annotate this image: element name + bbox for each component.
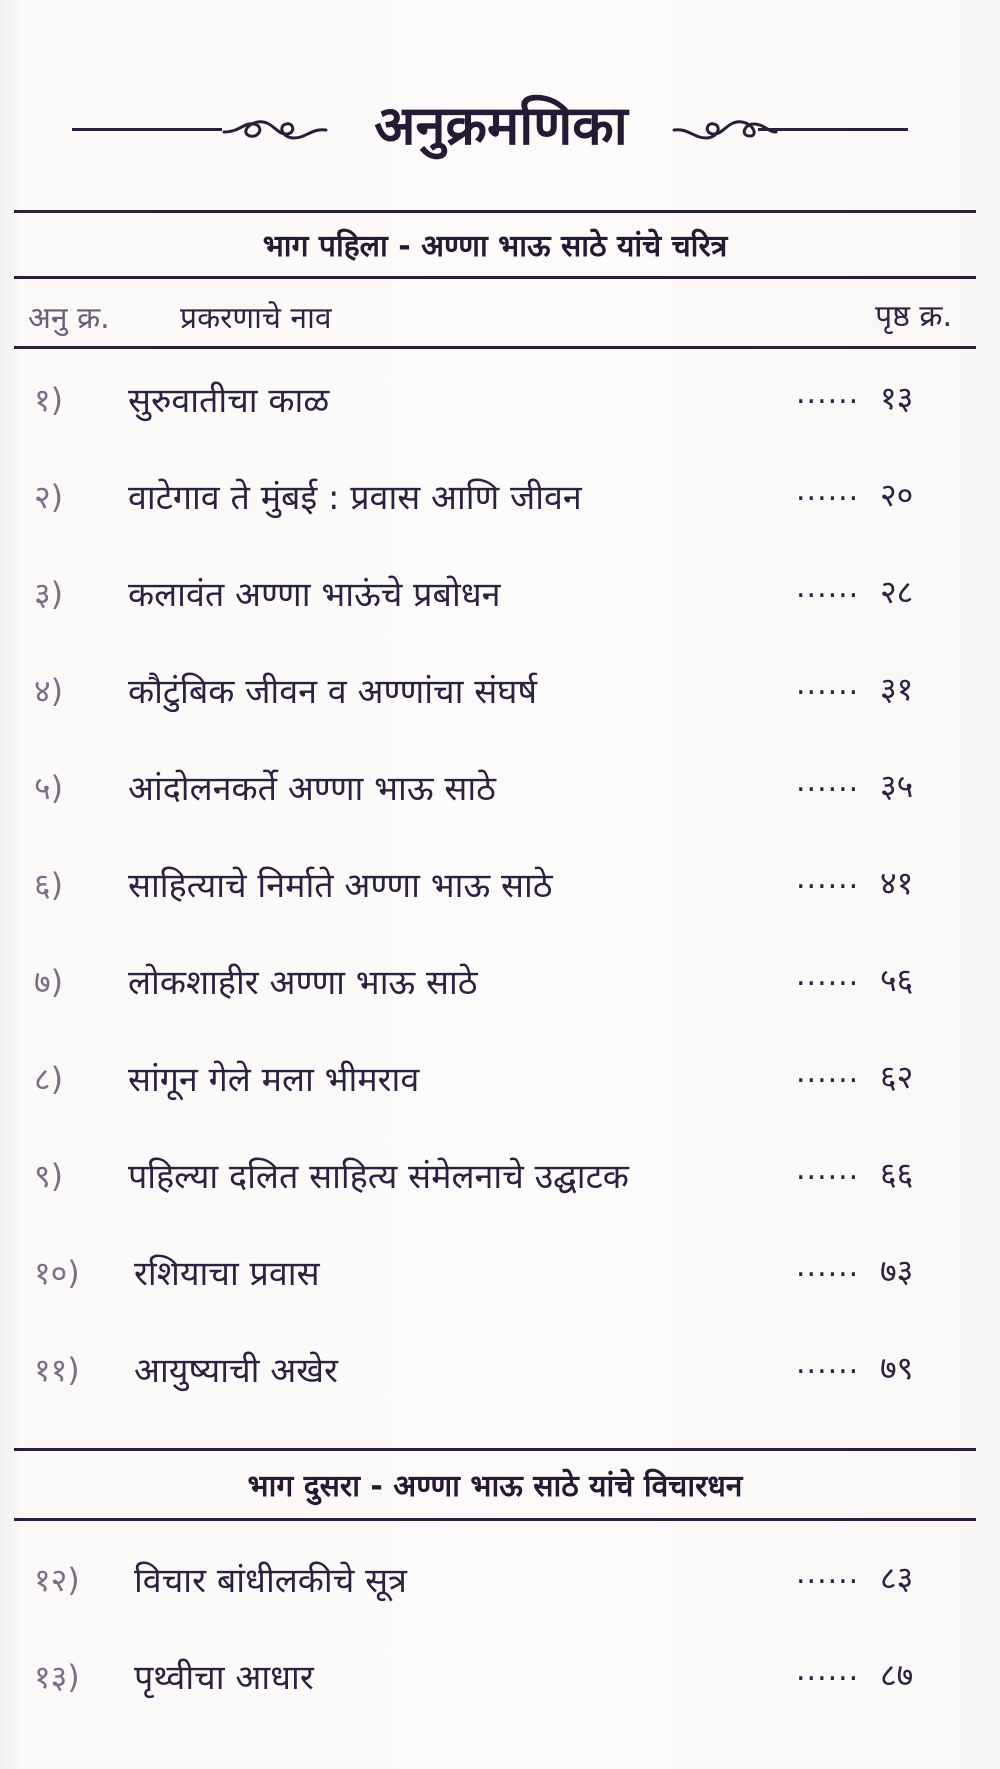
entry-title: रशियाचा प्रवास [134, 1254, 320, 1294]
entry-page: ५६ [880, 961, 914, 999]
entry-title: आंदोलनकर्ते अण्णा भाऊ साठे [128, 769, 496, 809]
divider [14, 1448, 976, 1451]
entry-page: ८७ [880, 1656, 914, 1694]
leader-dots: ...... [796, 473, 860, 508]
entry-number: ७) [34, 963, 64, 1001]
toc-entry [0, 562, 1000, 622]
toc-entry [0, 1144, 1000, 1204]
divider [14, 1518, 976, 1521]
entry-title: वाटेगाव ते मुंबई : प्रवास आणि जीवन [128, 478, 582, 518]
entry-number: ९) [34, 1157, 64, 1195]
entry-page: २० [880, 476, 914, 514]
divider [14, 276, 976, 279]
entry-title: सांगून गेले मला भीमराव [128, 1060, 420, 1100]
toc-entry [0, 465, 1000, 525]
entry-number: ३) [34, 575, 64, 613]
part2-heading: भाग दुसरा - अण्णा भाऊ साठे यांचे विचारधन [247, 1469, 743, 1504]
divider [14, 210, 976, 213]
leader-dots: ...... [796, 1346, 860, 1381]
part2-band [14, 1448, 976, 1522]
part1-band [14, 210, 976, 280]
entry-number: १३) [34, 1658, 80, 1696]
column-header [14, 284, 976, 344]
part1-heading: भाग पहिला - अण्णा भाऊ साठे यांचे चरित्र [262, 229, 728, 264]
toc-entry [0, 1645, 1000, 1705]
toc-entry [0, 1338, 1000, 1398]
entry-title: कलावंत अण्णा भाऊंचे प्रबोधन [128, 575, 501, 615]
entry-page: ८३ [880, 1559, 914, 1597]
entry-title: पहिल्या दलित साहित्य संमेलनाचे उद्घाटक [128, 1157, 629, 1197]
entry-title: सुरुवातीचा काळ [128, 381, 330, 421]
entry-number: १) [34, 381, 64, 419]
entry-page: १३ [880, 379, 914, 417]
toc-entry [0, 950, 1000, 1010]
leader-dots: ...... [796, 764, 860, 799]
column-number-label: अनु क्र. [28, 301, 110, 336]
title-row [72, 78, 908, 178]
leader-dots: ...... [796, 667, 860, 702]
toc-entry [0, 1047, 1000, 1107]
entry-page: ३५ [880, 767, 914, 805]
entry-page: ४१ [880, 864, 914, 902]
column-page-label: पृष्ठ क्र. [875, 299, 952, 334]
toc-entry [0, 756, 1000, 816]
leader-dots: ...... [796, 1152, 860, 1187]
entry-number: २) [34, 478, 64, 516]
entry-number: १०) [34, 1254, 80, 1292]
entry-number: १२) [34, 1561, 80, 1599]
entry-title: आयुष्याची अखेर [134, 1351, 338, 1391]
toc-entry [0, 1548, 1000, 1608]
entry-page: ६६ [880, 1155, 914, 1193]
leader-dots: ...... [796, 1055, 860, 1090]
entry-title: पृथ्वीचा आधार [134, 1658, 314, 1698]
leader-dots: ...... [796, 958, 860, 993]
entry-page: ६२ [880, 1058, 914, 1096]
entry-number: ६) [34, 866, 64, 904]
flourish-left-icon [220, 104, 330, 154]
entry-number: ११) [34, 1351, 80, 1389]
page-title: अनुक्रमणिका [374, 93, 628, 157]
toc-entry [0, 1241, 1000, 1301]
entry-title: कौटुंबिक जीवन व अण्णांचा संघर्ष [128, 672, 537, 712]
entry-title: विचार बांधीलकीचे सूत्र [134, 1561, 407, 1601]
toc-entry [0, 368, 1000, 428]
toc-entry [0, 853, 1000, 913]
toc-entry [0, 659, 1000, 719]
entry-page: ७३ [880, 1252, 914, 1290]
leader-dots: ...... [796, 861, 860, 896]
entry-page: २८ [880, 573, 914, 611]
leader-dots: ...... [796, 1653, 860, 1688]
entry-number: ४) [34, 672, 64, 710]
leader-dots: ...... [796, 1249, 860, 1284]
entry-title: साहित्याचे निर्माते अण्णा भाऊ साठे [128, 866, 553, 906]
leader-dots: ...... [796, 1556, 860, 1591]
title-rule-right [758, 128, 908, 131]
entry-page: ३१ [880, 670, 914, 708]
leader-dots: ...... [796, 376, 860, 411]
title-rule-left [72, 128, 222, 131]
column-chapter-label: प्रकरणाचे नाव [180, 301, 332, 336]
entry-page: ७९ [880, 1349, 914, 1387]
divider [14, 346, 976, 349]
entry-title: लोकशाहीर अण्णा भाऊ साठे [128, 963, 478, 1003]
leader-dots: ...... [796, 570, 860, 605]
entry-number: ८) [34, 1060, 64, 1098]
entry-number: ५) [34, 769, 64, 807]
